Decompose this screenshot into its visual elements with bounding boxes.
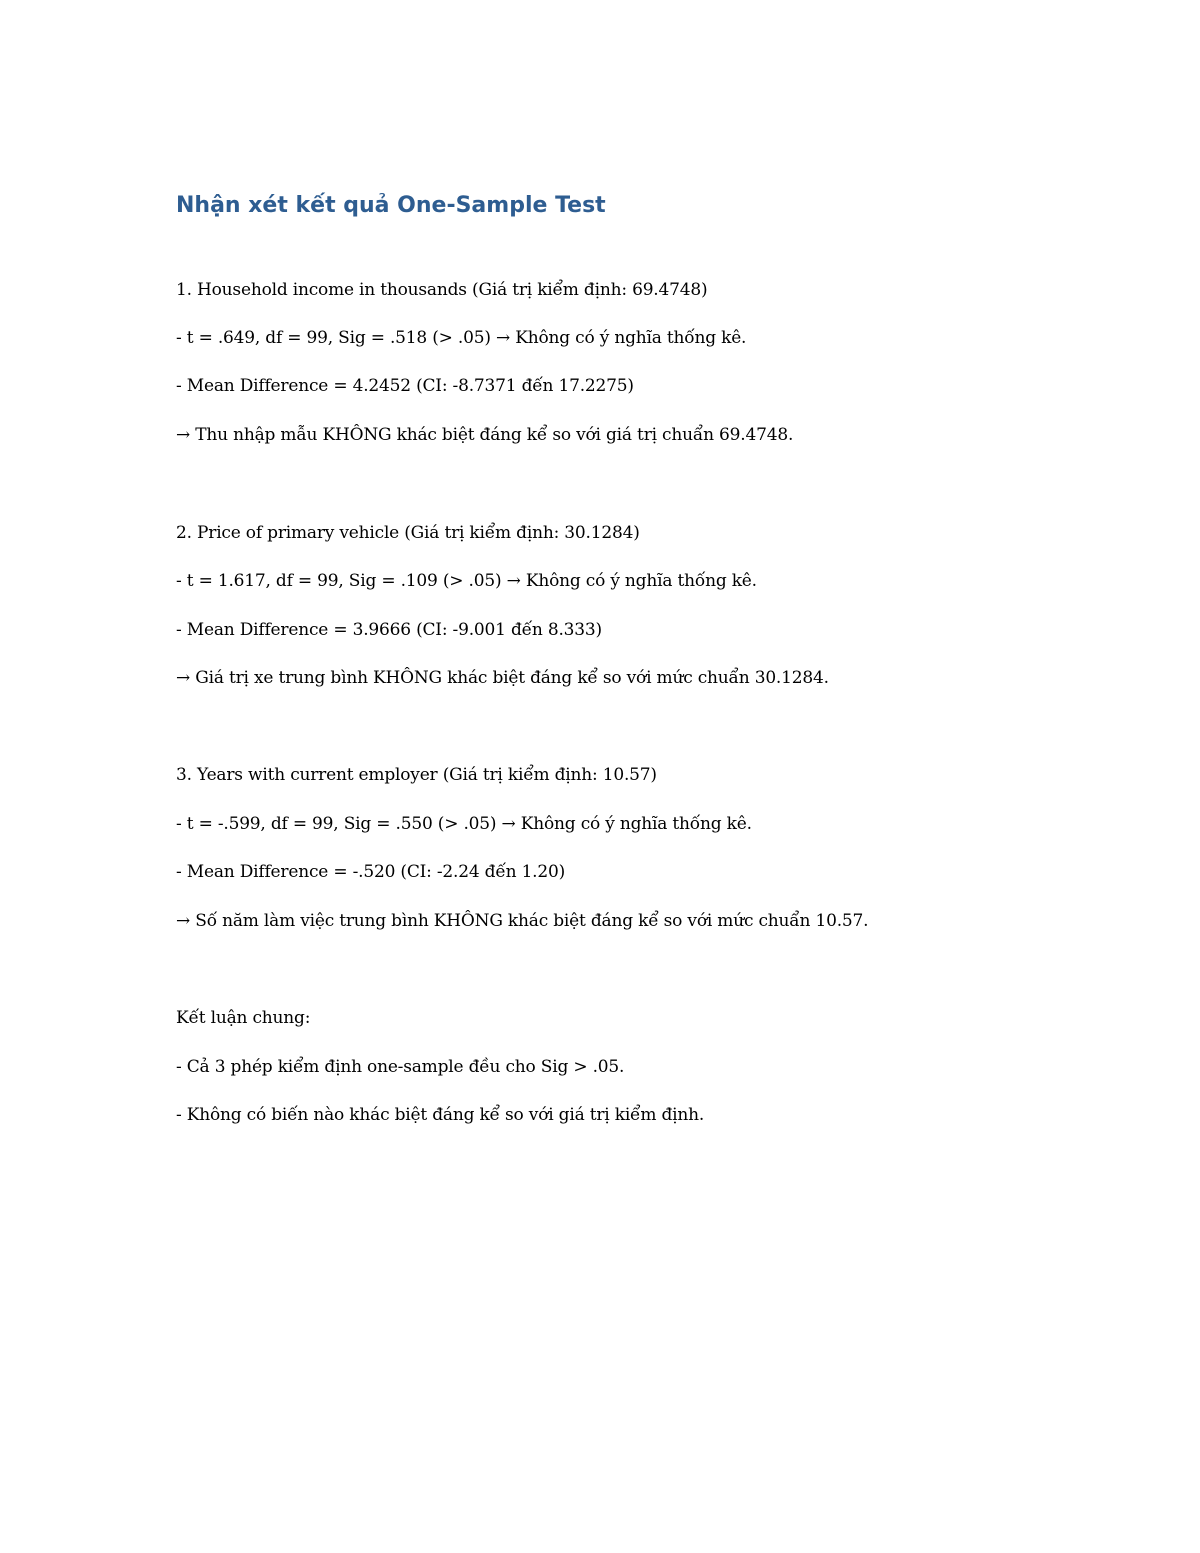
- section-2-heading: 2. Price of primary vehicle (Giá trị kiểm định: 30.1284): [176, 523, 640, 543]
- summary-item: - Không có biến nào khác biệt đáng kể so với giá trị kiểm định.: [176, 1105, 705, 1125]
- section-1-heading: 1. Household income in thousands (Giá trị kiểm định: 69.4748): [176, 280, 708, 300]
- section-3-stats: - t = -.599, df = 99, Sig = .550 (> .05) → Không có ý nghĩa thống kê.: [176, 814, 752, 834]
- document-title: Nhận xét kết quả One-Sample Test: [176, 193, 606, 218]
- summary-heading: Kết luận chung:: [176, 1008, 311, 1028]
- section-1-stats: - t = .649, df = 99, Sig = .518 (> .05) → Không có ý nghĩa thống kê.: [176, 328, 747, 348]
- section-1-mean-difference: - Mean Difference = 4.2452 (CI: -8.7371 đến 17.2275): [176, 376, 634, 396]
- section-3-mean-difference: - Mean Difference = -.520 (CI: -2.24 đến 1.20): [176, 862, 566, 882]
- section-3-conclusion: → Số năm làm việc trung bình KHÔNG khác biệt đáng kể so với mức chuẩn 10.57.: [176, 911, 869, 931]
- section-2-stats: - t = 1.617, df = 99, Sig = .109 (> .05) → Không có ý nghĩa thống kê.: [176, 571, 757, 591]
- section-3-heading: 3. Years with current employer (Giá trị kiểm định: 10.57): [176, 765, 657, 785]
- summary-item: - Cả 3 phép kiểm định one-sample đều cho Sig > .05.: [176, 1057, 625, 1077]
- section-2-mean-difference: - Mean Difference = 3.9666 (CI: -9.001 đến 8.333): [176, 620, 602, 640]
- section-2-conclusion: → Giá trị xe trung bình KHÔNG khác biệt đáng kể so với mức chuẩn 30.1284.: [176, 668, 829, 688]
- section-1-conclusion: → Thu nhập mẫu KHÔNG khác biệt đáng kể so với giá trị chuẩn 69.4748.: [176, 425, 794, 445]
